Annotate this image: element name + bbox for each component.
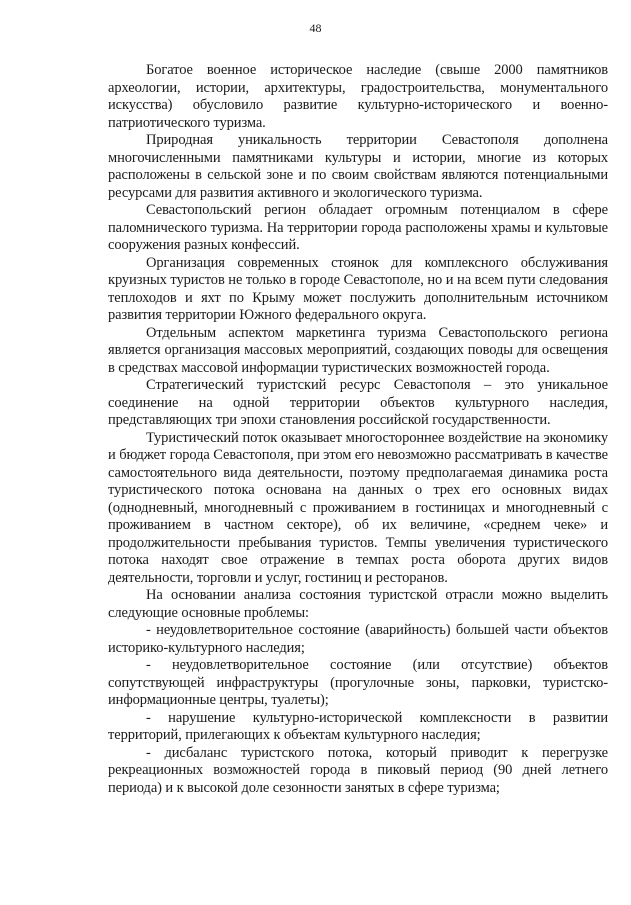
list-item-infrastructure: - неудовлетворительное состояние (или отсутствие) объектов сопутствующей инфраструктуры (прогулочные зоны, парковки, туристско-информационные центры, туалеты);	[108, 657, 608, 708]
list-item-flow-imbalance: - дисбаланс туристского потока, который приводит к перегрузке рекреационных возможностей города в пиковый период (90 дней летнего периода) и к высокой доле сезонности занятых в сфере туризма;	[108, 744, 608, 796]
page-number: 48	[309, 21, 322, 35]
paragraph-problems-intro: На основании анализа состояния туристской отрасли можно выделить следующие основные проблемы:	[108, 587, 608, 621]
list-item-historical-complexity: - нарушение культурно-исторической комплексности в развитии территорий, прилегающих к объектам культурного наследия;	[108, 709, 608, 743]
paragraph-natural-uniqueness: Природная уникальность территории Севастополя дополнена многочисленными памятниками культуры и истории, многие из которых расположены в сельской зоне и по своим свойствам являются потенциальными ресурсами для развития активного и экологического туризма.	[108, 132, 608, 201]
paragraph-tourist-flow: Туристический поток оказывает многостороннее воздействие на экономику и бюджет города Севастополя, при этом его невозможно рассматривать в качестве самостоятельного вида деятельности, поэтому предполагаемая динамика роста туристического потока основана на данных о трех его основных видах (однодневный, многодневный с проживанием в гостиницах и многодневный с проживанием в частном секторе), об их величине, «среднем чеке» и продолжительности пребывания туристов. Темпы увеличения туристического потока находят свое отражение в темпах роста оборота других видов деятельности, торговли и услуг, гостиниц и ресторанов.	[108, 429, 608, 586]
paragraph-military-heritage: Богатое военное историческое наследие (свыше 2000 памятников археологии, истории, архитектуры, градостроительства, монументального искусства) обусловило развитие культурно-исторического и военно-патриотического туризма.	[108, 62, 608, 131]
document-body	[108, 62, 608, 797]
paragraph-cruise-parking: Организация современных стоянок для комплексного обслуживания круизных туристов не только в городе Севастополе, но и на всем пути следования теплоходов и яхт по Крыму может послужить дополнительным источником развития территории Южного федерального округа.	[108, 254, 608, 323]
paragraph-pilgrimage-tourism: Севастопольский регион обладает огромным потенциалом в сфере паломнического туризма. На территории города расположены храмы и культовые сооружения разных конфессий.	[108, 202, 608, 253]
paragraph-strategic-resource: Стратегический туристский ресурс Севастополя – это уникальное соединение на одной территории объектов культурного наследия, представляющих три эпохи становления российской государственности.	[108, 377, 608, 428]
list-item-heritage-condition: - неудовлетворительное состояние (аварийность) большей части объектов историко-культурного наследия;	[108, 622, 608, 656]
paragraph-mass-events: Отдельным аспектом маркетинга туризма Севастопольского региона является организация массовых мероприятий, создающих поводы для освещения в средствах массовой информации туристических возможностей города.	[108, 324, 608, 376]
